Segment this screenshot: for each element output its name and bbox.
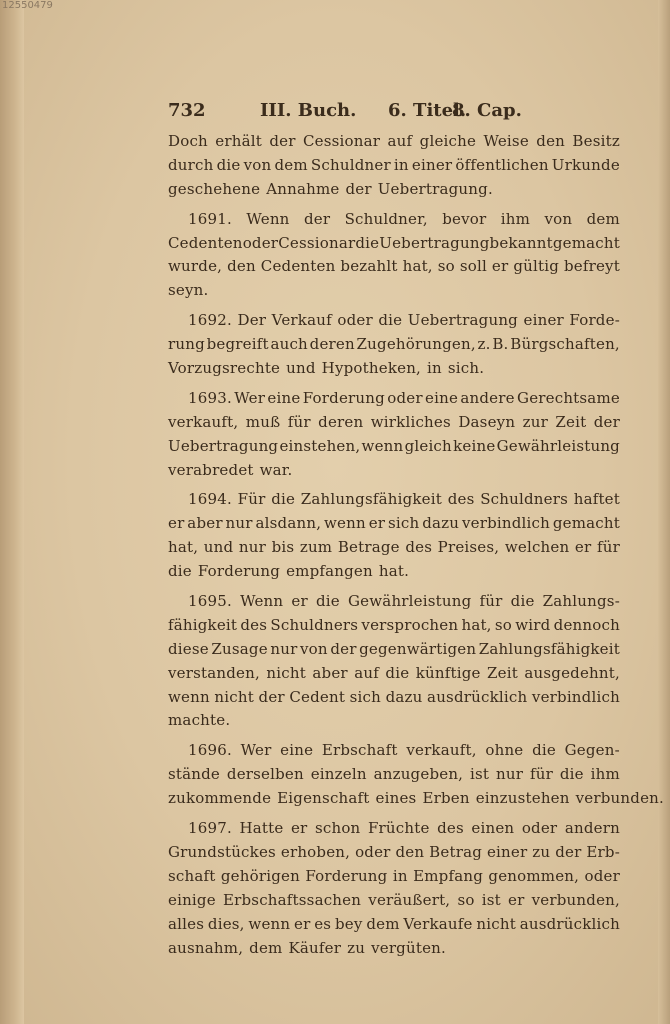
- text-line: verkauft, muß für deren wirkliches Daseyn zur Zeit der: [168, 412, 620, 431]
- text-line: einige Erbschaftssachen veräußert, so ist er verbunden,: [168, 890, 620, 909]
- running-header: [168, 100, 628, 126]
- text-line: 1694. Für die Zahlungsfähigkeit des Schuldners haftet: [188, 490, 620, 509]
- paragraph: [168, 590, 620, 733]
- text-line: Vorzugsrechte und Hypotheken, in sich.: [168, 359, 485, 378]
- paragraph: [168, 817, 620, 960]
- text-line: Cedenten oder Cessionar die Uebertragung bekannt gemacht: [168, 233, 620, 252]
- text-line: durch die von dem Schuldner in einer öffentlichen Urkunde: [168, 155, 620, 174]
- text-line: hat, und nur bis zum Betrage des Preises, welchen er für: [168, 538, 620, 557]
- text-line: zukommende Eigenschaft eines Erben einzustehen verbunden.: [168, 789, 664, 808]
- page-spine-shadow: [0, 0, 24, 1024]
- text-line: 1695. Wenn er die Gewährleistung für die Zahlungs-: [188, 592, 620, 611]
- text-line: er aber nur alsdann, wenn er sich dazu verbindlich gemacht: [168, 514, 620, 533]
- paragraph: [168, 739, 664, 811]
- text-line: Uebertragung einstehen, wenn gleich keine Gewährleistung: [168, 436, 620, 455]
- text-line: verabredet war.: [168, 460, 293, 479]
- text-line: geschehene Annahme der Uebertragung.: [168, 179, 493, 198]
- text-line: ausnahm, dem Käufer zu vergüten.: [168, 938, 446, 957]
- library-stamp: 12550479: [2, 0, 53, 11]
- text-line: 1692. Der Verkauf oder die Uebertragung einer Forde-: [188, 311, 620, 330]
- paragraph: [168, 309, 620, 381]
- paragraph: [168, 208, 620, 304]
- text-line: stände derselben einzeln anzugeben, ist nur für die ihm: [168, 765, 620, 784]
- text-line: verstanden, nicht aber auf die künftige Zeit ausgedehnt,: [168, 663, 620, 682]
- text-line: 1691. Wenn der Schuldner, bevor ihm von dem: [188, 209, 620, 228]
- text-line: 1693. Wer eine Forderung oder eine andere Gerechtsame: [188, 388, 620, 407]
- header-chapter: 8. Cap.: [452, 100, 522, 121]
- text-line: Grundstückes erhoben, oder den Betrag einer zu der Erb-: [168, 842, 620, 861]
- text-line: machte.: [168, 711, 231, 730]
- text-line: schaft gehörigen Forderung in Empfang genommen, oder: [168, 866, 620, 885]
- text-line: wurde, den Cedenten bezahlt hat, so soll er gültig befreyt: [168, 257, 620, 276]
- text-line: Doch erhält der Cessionar auf gleiche Weise den Besitz: [168, 132, 620, 150]
- text-line: seyn.: [168, 281, 209, 300]
- page-number: 732: [168, 100, 206, 121]
- paragraph: [168, 387, 620, 483]
- text-line: die Forderung empfangen hat.: [168, 562, 410, 581]
- paragraph: [168, 488, 620, 584]
- text-line: fähigkeit des Schuldners versprochen hat, so wird dennoch: [168, 615, 620, 634]
- text-line: 1697. Hatte er schon Früchte des einen oder andern: [188, 819, 620, 838]
- body-text: [168, 130, 664, 960]
- header-book: III. Buch.: [260, 100, 357, 121]
- text-line: rung begreift auch deren Zugehörungen, z. B. Bürgschaften,: [168, 335, 620, 354]
- header-title: 6. Titel.: [388, 100, 467, 121]
- text-line: wenn nicht der Cedent sich dazu ausdrücklich verbindlich: [168, 687, 620, 706]
- text-line: alles dies, wenn er es bey dem Verkaufe nicht ausdrücklich: [168, 914, 620, 933]
- page-edge: [658, 0, 670, 1024]
- text-line: 1696. Wer eine Erbschaft verkauft, ohne die Gegen-: [188, 741, 620, 760]
- paragraph: [168, 130, 620, 202]
- text-line: diese Zusage nur von der gegenwärtigen Zahlungsfähigkeit: [168, 639, 620, 658]
